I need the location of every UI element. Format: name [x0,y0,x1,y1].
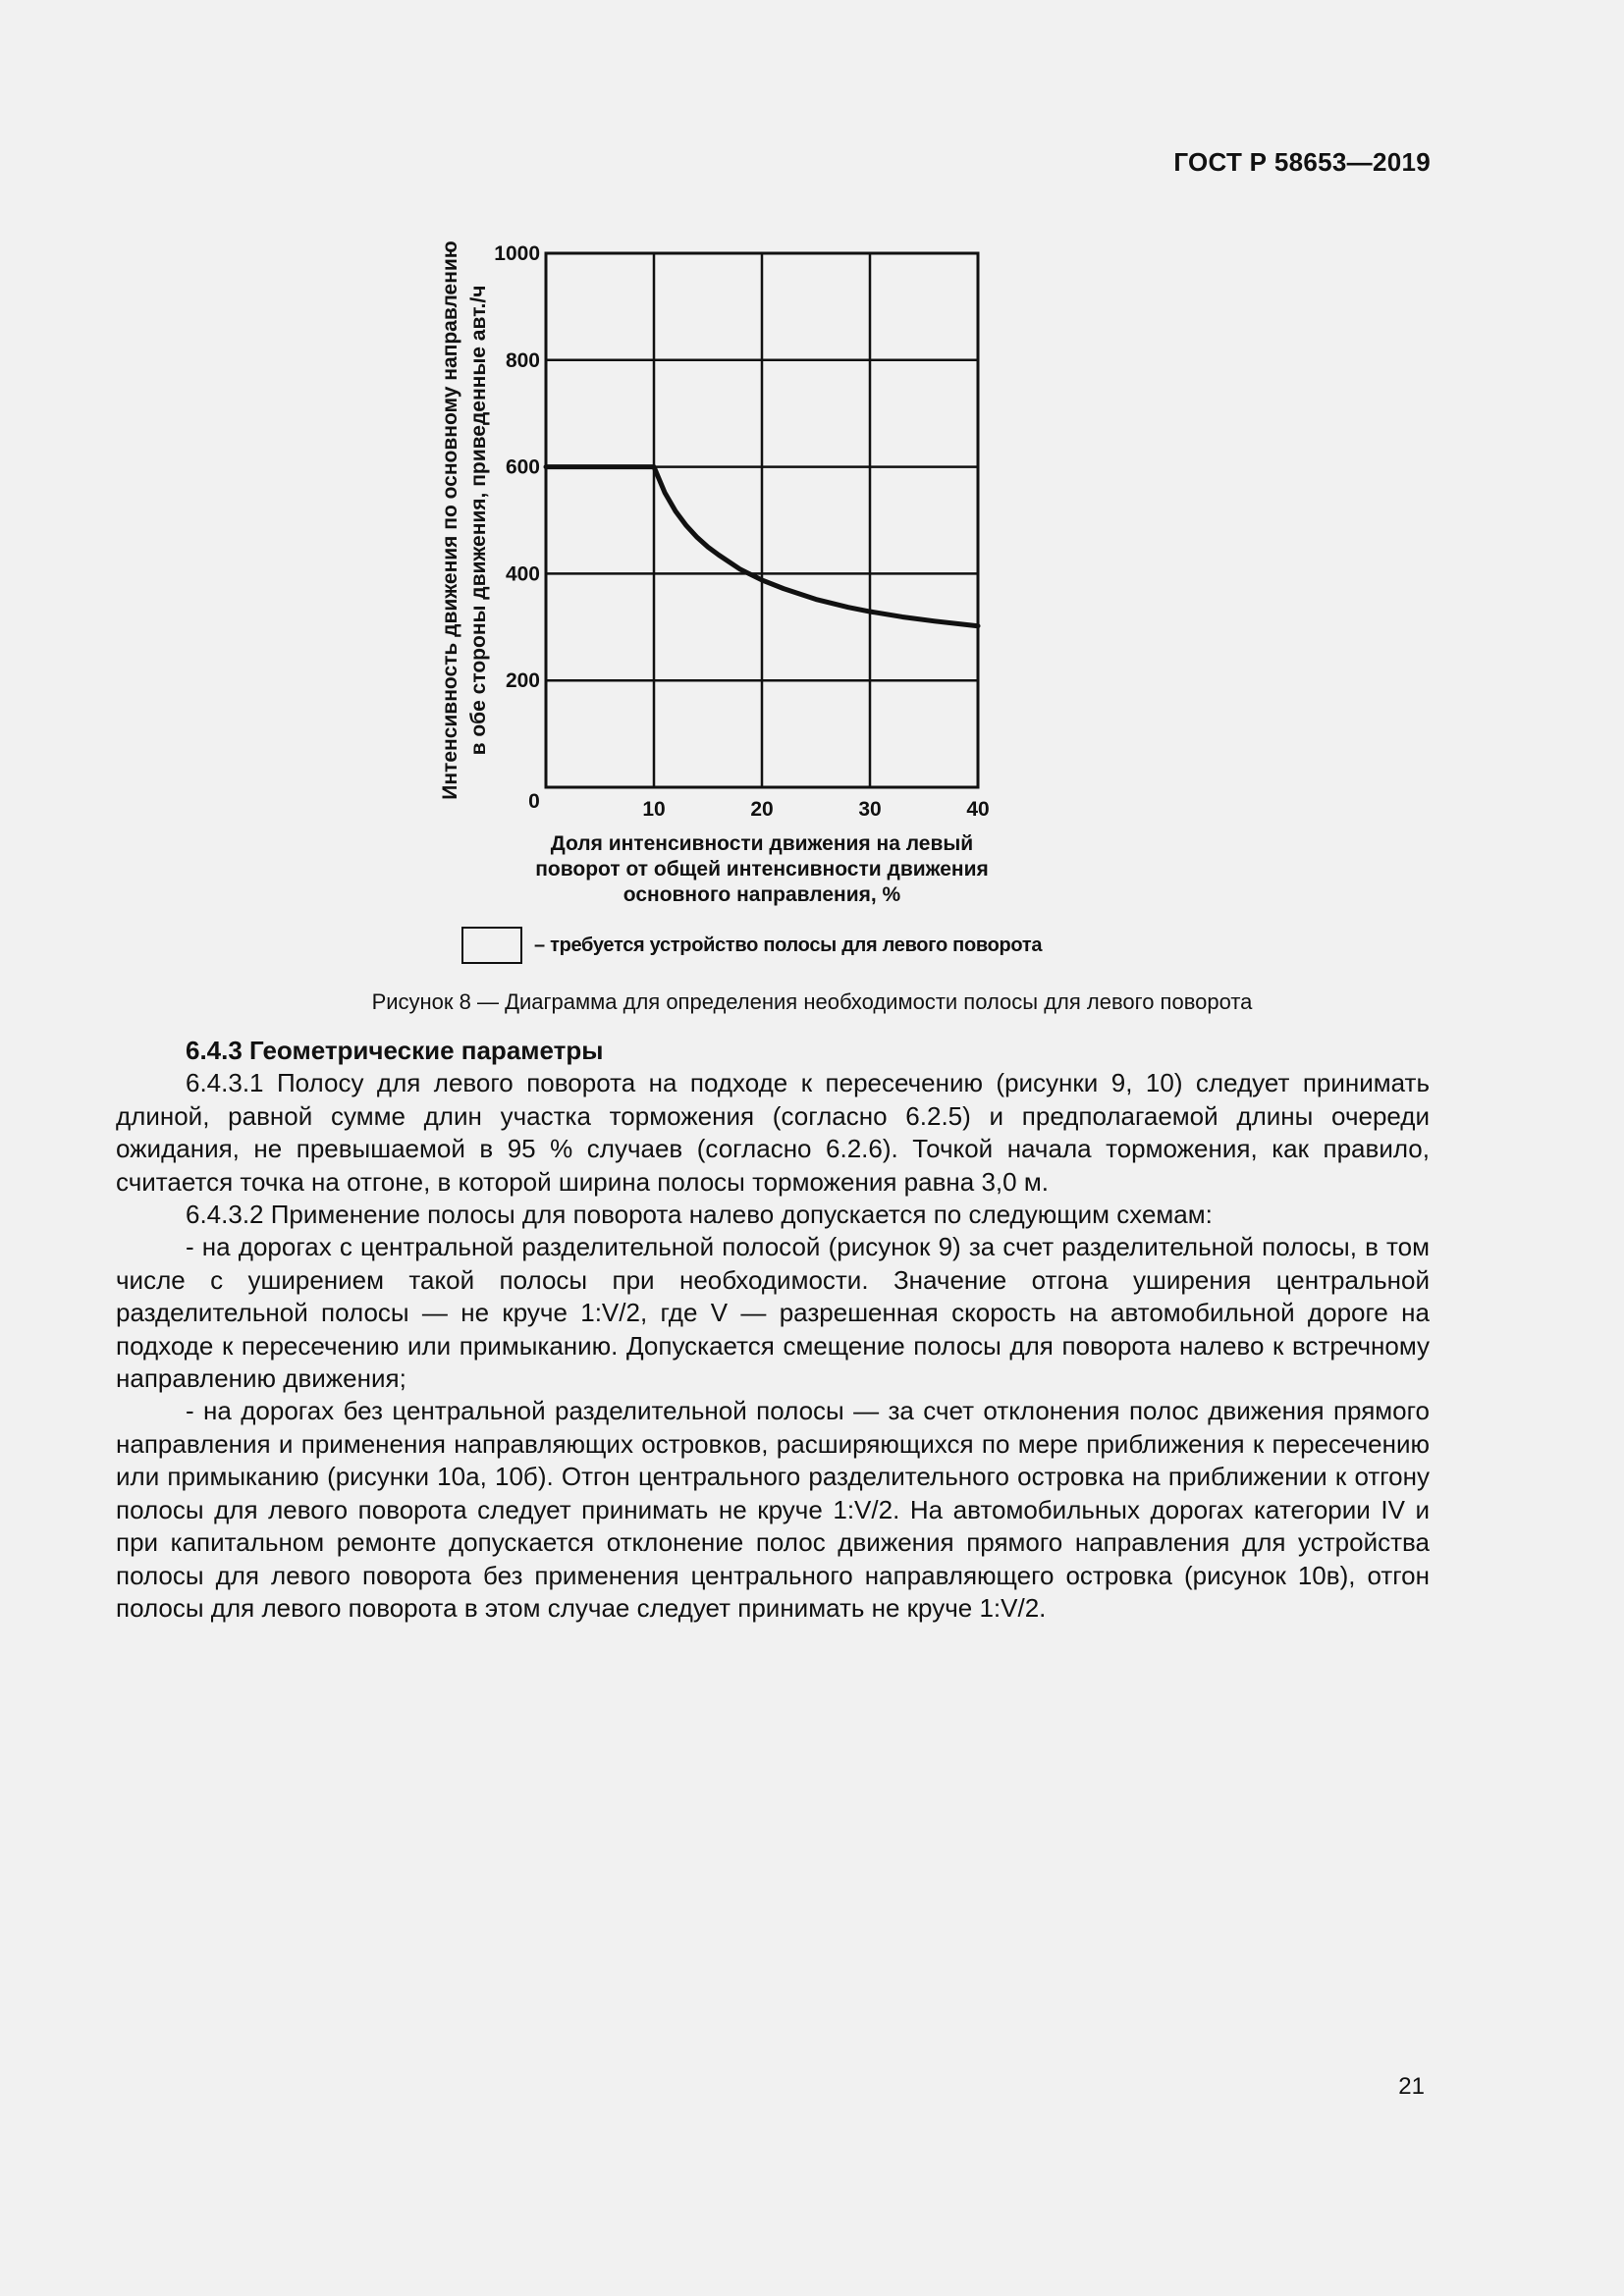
section-heading: 6.4.3 Геометрические параметры [186,1036,604,1065]
x-tick-label: 30 [858,798,882,821]
y-tick-label: 400 [505,562,540,586]
y-axis-title-line: в обе стороны движения, приведенные авт./ч [467,285,490,756]
y-tick-label: 800 [505,348,540,372]
y-tick-label: 1000 [494,242,540,265]
paragraph: 6.4.3.2 Применение полосы для поворота налево допускается по следующим схемам: [186,1200,1213,1230]
x-axis-title-line: Доля интенсивности движения на левый [550,832,974,855]
x-axis-title-line: основного направления, % [623,883,901,906]
x-tick-label: 10 [642,798,666,821]
x-axis-title-line: поворот от общей интенсивности движения [535,858,989,881]
chart-legend [461,927,1042,964]
x-tick-label: 0 [528,790,540,813]
y-tick-label: 200 [505,669,540,693]
chart [0,0,1624,923]
x-tick-label: 40 [966,798,990,821]
paragraph: - на дорогах без центральной разделительной полосы — за счет отклонения полос движения прямого направления и применения направляющих островков, расширяющихся по мере приближения к пересечению или примыканию (рисунки 10а, 10б). Отгон центрального разделительного островка на приближении к отгону полосы для левого поворота следует принимать не круче 1:V/2. На автомобильных дорогах категории IV и при капитальном ремонте допускается отклонение полос движения прямого направления для устройства полосы для левого поворота без применения центрального направляющего островка (рисунок 10в), отгон полосы для левого поворота в этом случае следует принимать не круче 1:V/2. [116,1396,1430,1623]
x-tick-label: 20 [750,798,774,821]
y-axis-title-line: Интенсивность движения по основному направлению [439,240,461,800]
body-text [116,1035,1430,1625]
y-tick-label: 600 [505,455,540,479]
legend-swatch [461,927,522,964]
figure-caption: Рисунок 8 — Диаграмма для определения необходимости полосы для левого поворота [371,989,1253,1014]
document-code: ГОСТ Р 58653—2019 [1173,147,1431,177]
legend-label: – требуется устройство полосы для левого поворота [534,934,1043,956]
paragraph: 6.4.3.1 Полосу для левого поворота на подходе к пересечению (рисунки 9, 10) следует принимать длиной, равной сумме длин участка торможения (согласно 6.2.5) и предполагаемой длины очереди ожидания, не превышаемой в 95 % случаев (согласно 6.2.6). Точкой начала торможения, как правило, считается точка на отгоне, в которой ширина полосы торможения равна 3,0 м. [116,1068,1430,1197]
page-number: 21 [1398,2073,1425,2100]
paragraph: - на дорогах с центральной разделительной полосой (рисунок 9) за счет разделительной полосы, в том числе с уширением такой полосы при необходимости. Значение отгона уширения центральной разделительной полосы — не круче 1:V/2, где V — разрешенная скорость на автомобильной дороге на подходе к пересечению или примыканию. Допускается смещение полосы для поворота налево к встречному направлению движения; [116,1232,1430,1394]
